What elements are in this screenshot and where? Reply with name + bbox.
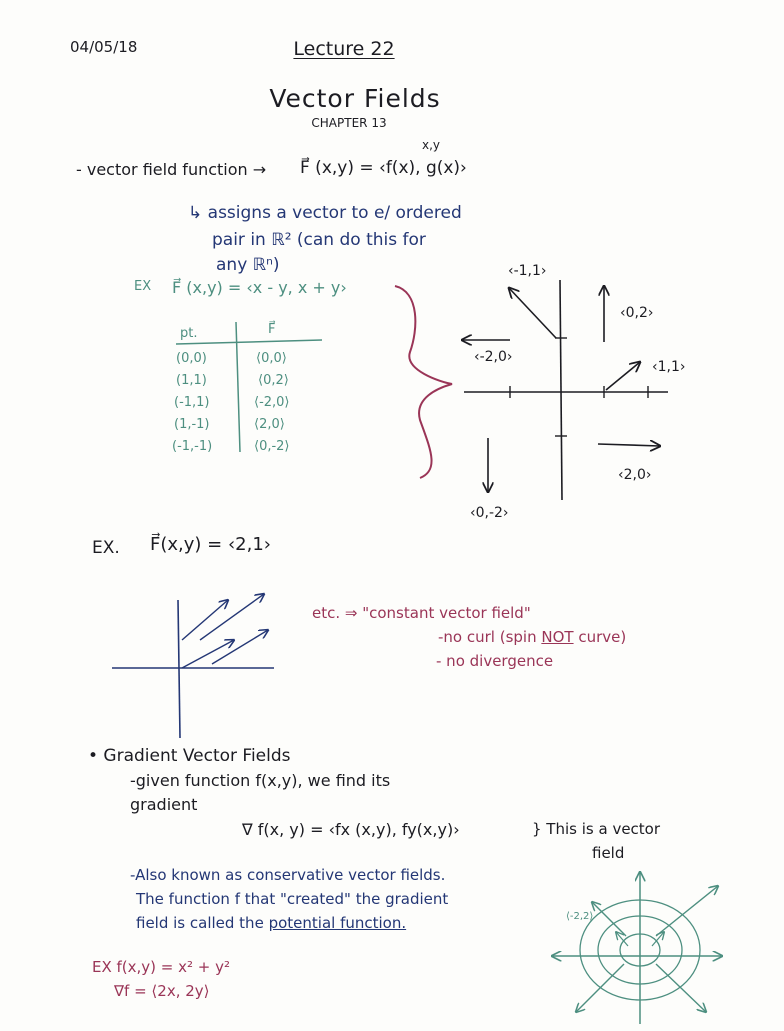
gradient-line1: -given function f(x,y), we find its: [130, 771, 391, 790]
gradient-brace-note2: field: [592, 844, 625, 862]
table-header-f: F⃗: [268, 322, 276, 337]
table-row-4-f: ⟨2,0⟩: [254, 417, 285, 432]
gradient-aka-line2: The function f that "created" the gradient: [136, 890, 449, 908]
graph-label-0-2: ‹0,2›: [620, 305, 654, 321]
example1-label: EX: [134, 279, 152, 294]
example2-label: EX.: [92, 538, 120, 558]
graph-label-neg1-1: ‹-1,1›: [508, 263, 547, 279]
lecture-heading: Lecture 22: [293, 38, 395, 60]
gradient-line2: gradient: [130, 795, 198, 814]
gradient-aka-line1: -Also known as conservative vector fields.: [130, 866, 446, 884]
definition-assign-line3: any ℝⁿ): [216, 255, 280, 275]
page-title: Vector Fields: [269, 84, 441, 113]
table-row-3-f: ⟨-2,0⟩: [254, 395, 290, 410]
date-label: 04/05/18: [70, 38, 138, 56]
table-row-3-pt: (-1,1): [174, 395, 210, 410]
example3-line1: EX f(x,y) = x² + y²: [92, 958, 231, 976]
example2-note-line1: etc. ⇒ "constant vector field": [312, 604, 531, 622]
definition-assign-line1: ↳ assigns a vector to e/ ordered: [188, 203, 462, 223]
example2-note-line2: -no curl (spin NOT curve): [438, 628, 627, 646]
table-row-2-f: ⟨0,2⟩: [258, 373, 289, 388]
table-row-1-f: ⟨0,0⟩: [256, 351, 287, 366]
graph-label-2-0: ‹2,0›: [618, 467, 652, 483]
underlined-not: NOT: [541, 628, 574, 646]
table-row-5-pt: (-1,-1): [172, 439, 213, 454]
table-header-pt: pt.: [180, 326, 198, 341]
graph-label-1-1: ‹1,1›: [652, 359, 686, 375]
gradient-heading: • Gradient Vector Fields: [88, 746, 291, 766]
definition-assign-line2: pair in ℝ² (can do this for: [212, 230, 426, 250]
aka-line3-start: field is called the: [136, 914, 264, 932]
graph-label-neg2-0: ‹-2,0›: [474, 349, 513, 365]
gradient-sketch-label: ⟨-2,2⟩: [566, 911, 594, 922]
gradient-brace-note1: } This is a vector: [532, 820, 661, 838]
chapter-label: CHAPTER 13: [311, 116, 387, 130]
table-row-5-f: ⟨0,-2⟩: [254, 439, 290, 454]
example3-line2: ∇f = ⟨2x, 2y⟩: [114, 982, 210, 1000]
gradient-formula: ∇ f(x, y) = ‹fx (x,y), fy(x,y)›: [242, 820, 460, 839]
graph-label-0-neg2: ‹0,-2›: [470, 505, 509, 521]
example2-note-line3: - no divergence: [436, 652, 554, 670]
definition-superscript: x,y: [422, 138, 441, 152]
example2-formula: F⃗(x,y) = ‹2,1›: [150, 534, 271, 555]
definition-lead: - vector field function →: [76, 160, 267, 179]
example1-formula: F⃗ (x,y) = ‹x - y, x + y›: [172, 278, 347, 297]
potential-function-term: potential function.: [268, 914, 407, 932]
table-row-2-pt: (1,1): [176, 373, 207, 388]
table-row-4-pt: (1,-1): [174, 417, 210, 432]
table-row-1-pt: (0,0): [176, 351, 207, 366]
definition-formula: F⃗ (x,y) = ‹f(x), g(x)›: [300, 158, 467, 178]
